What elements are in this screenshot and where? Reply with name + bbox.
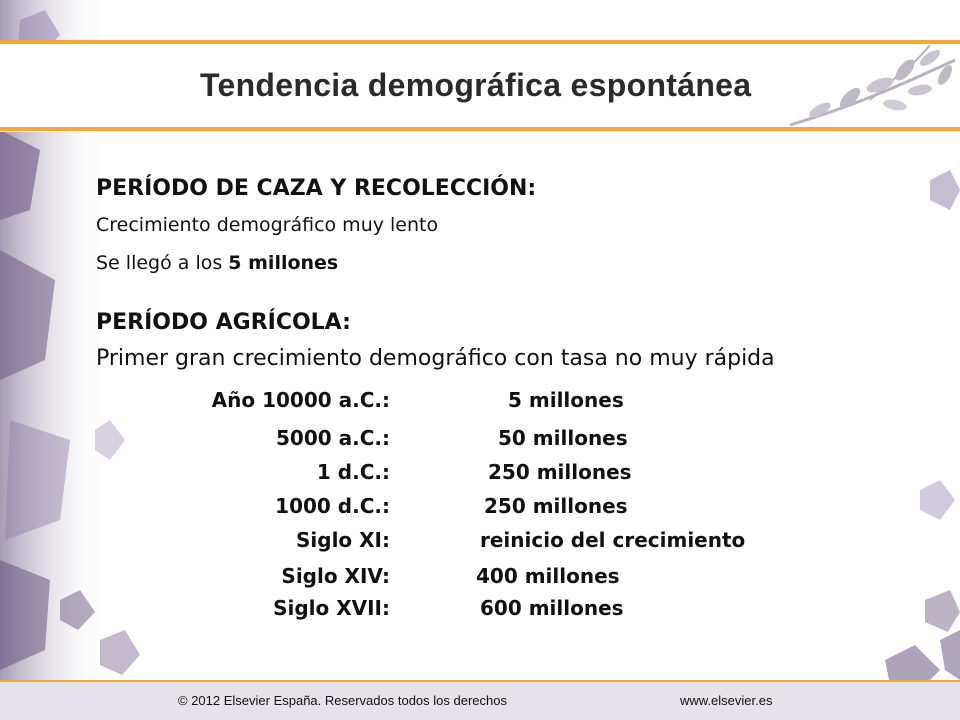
section-heading-hunting: PERÍODO DE CAZA Y RECOLECCIÓN:	[96, 176, 537, 201]
section-heading-agricultural: PERÍODO AGRÍCOLA:	[96, 310, 351, 335]
hunting-line-2-bold: 5 millones	[228, 252, 339, 274]
timeline-period: 5000 a.C.:	[276, 426, 390, 450]
timeline-period: Siglo XVII:	[273, 596, 390, 620]
hunting-line-2	[96, 252, 338, 274]
hunting-line-1: Crecimiento demográfico muy lento	[96, 214, 439, 236]
timeline-period: Siglo XIV:	[281, 564, 390, 588]
timeline-period: Siglo XI:	[296, 528, 390, 552]
timeline-value: 250 millones	[488, 460, 632, 484]
timeline-period: 1 d.C.:	[316, 460, 390, 484]
timeline-value: reinicio del crecimiento	[480, 528, 746, 552]
timeline-period: 1000 d.C.:	[275, 494, 390, 518]
timeline-value: 250 millones	[484, 494, 628, 518]
timeline-value: 5 millones	[508, 388, 624, 412]
timeline-value: 400 millones	[476, 564, 620, 588]
footer-copyright: © 2012 Elsevier España. Reservados todos los derechos	[178, 693, 507, 708]
timeline-period: Año 10000 a.C.:	[211, 388, 390, 412]
slide-title: Tendencia demográfica espontánea	[200, 67, 752, 103]
timeline-value: 50 millones	[498, 426, 628, 450]
agricultural-line-1: Primer gran crecimiento demográfico con tasa no muy rápida	[96, 346, 775, 371]
footer-website-link[interactable]: www.elsevier.es	[680, 693, 773, 708]
title-bottom-rule	[0, 127, 960, 131]
hunting-line-2-text: Se llegó a los	[96, 252, 229, 274]
timeline-value: 600 millones	[480, 596, 624, 620]
